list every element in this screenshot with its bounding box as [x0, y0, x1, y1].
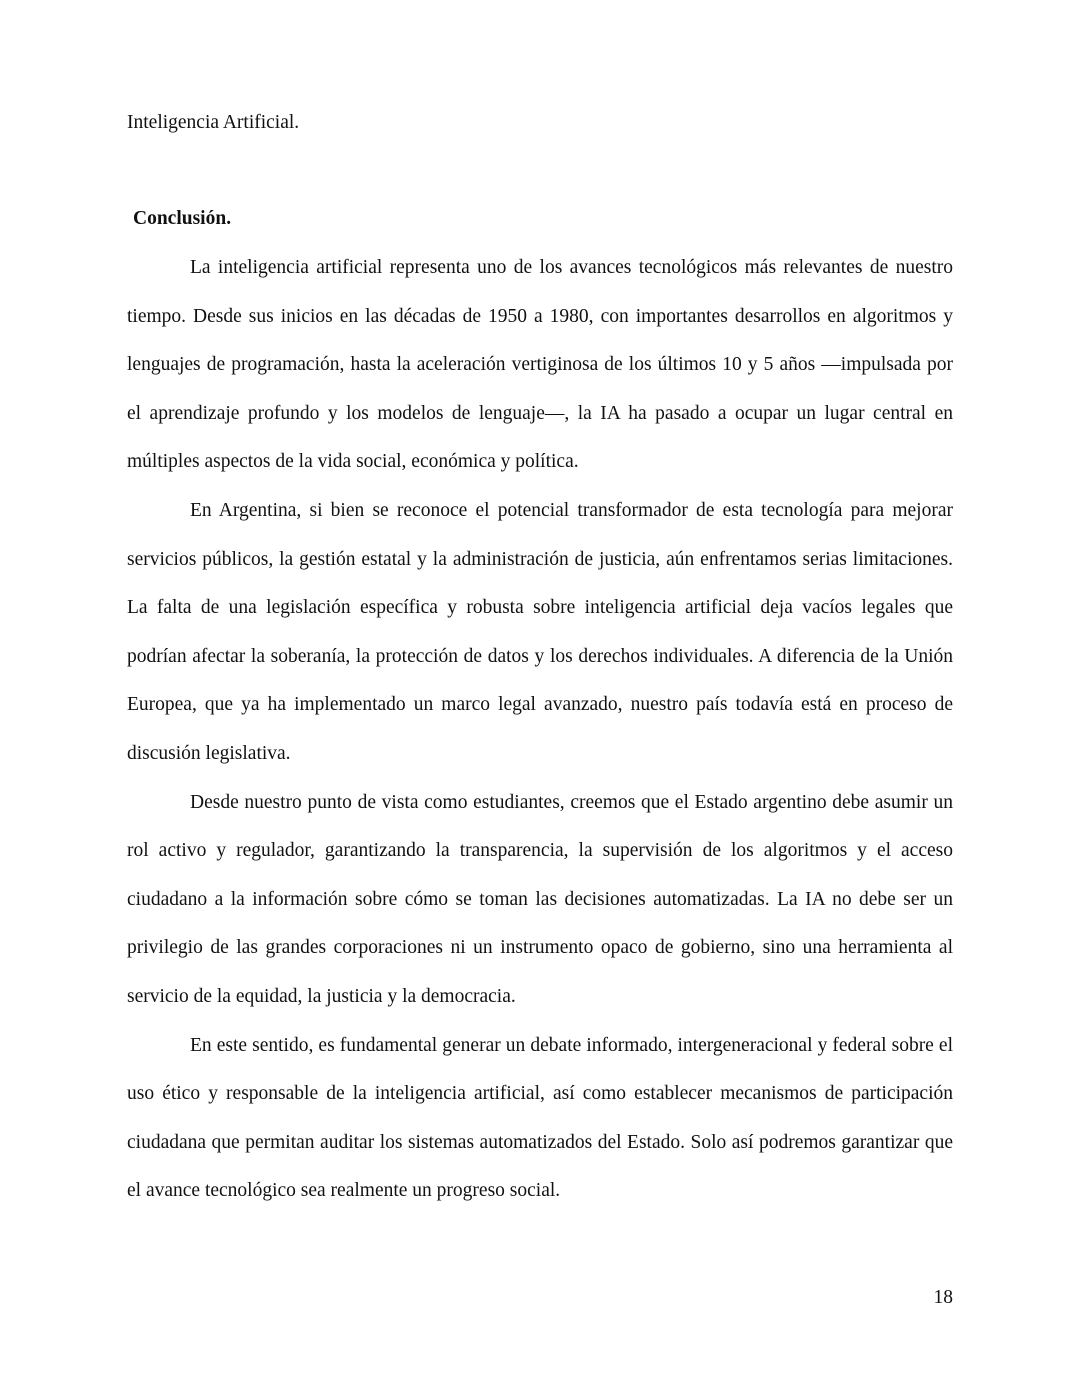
carryover-text-line: Inteligencia Artificial. — [127, 112, 300, 133]
paragraph-3: Desde nuestro punto de vista como estudiantes, creemos que el Estado argentino debe asumir un rol activo y regulador, garantizando la transparencia, la supervisión de los algoritmos y el acceso ciudadano a la información sobre cómo se toman las decisiones automatizadas. La IA no debe ser un privilegio de las grandes corporaciones ni un instrumento opaco de gobierno, sino una herramienta al servicio de la equidad, la justicia y la democracia. — [127, 791, 953, 1007]
page-number: 18 — [933, 1287, 953, 1308]
conclusion-body — [127, 244, 953, 1216]
paragraph-1: La inteligencia artificial representa uno de los avances tecnológicos más relevantes de nuestro tiempo. Desde sus inicios en las décadas de 1950 a 1980, con importantes desarrollos en algoritmos y lenguajes de programación, hasta la aceleración vertiginosa de los últimos 10 y 5 años —impulsada por el aprendizaje profundo y los modelos de lenguaje—, la IA ha pasado a ocupar un lugar central en múltiples aspectos de la vida social, económica y política. — [127, 257, 953, 473]
section-heading: Conclusión. — [133, 208, 232, 229]
paragraph-2: En Argentina, si bien se reconoce el potencial transformador de esta tecnología para mejorar servicios públicos, la gestión estatal y la administración de justicia, aún enfrentamos serias limitaciones. La falta de una legislación específica y robusta sobre inteligencia artificial deja vacíos legales que podrían afectar la soberanía, la protección de datos y los derechos individuales. A diferencia de la Unión Europea, que ya ha implementado un marco legal avanzado, nuestro país todavía está en proceso de discusión legislativa. — [127, 499, 953, 764]
paragraph-4: En este sentido, es fundamental generar un debate informado, intergeneracional y federal sobre el uso ético y responsable de la inteligencia artificial, así como establecer mecanismos de participación ciudadana que permitan auditar los sistemas automatizados del Estado. Solo así podremos garantizar que el avance tecnológico sea realmente un progreso social. — [127, 1034, 953, 1202]
